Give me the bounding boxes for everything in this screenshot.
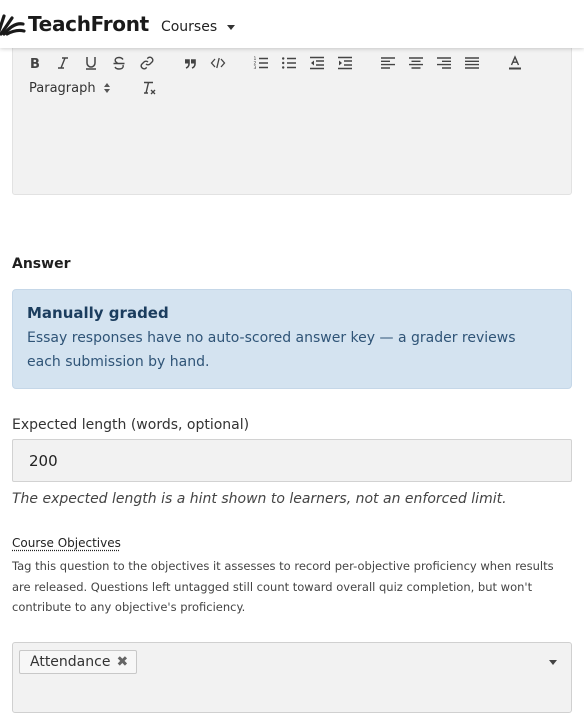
svg-text:2: 2 (253, 61, 257, 67)
brand-logo-icon (0, 12, 26, 36)
align-left-button[interactable] (378, 53, 398, 73)
course-objectives-help: Tag this question to the objectives it assesses to record per-objective proficiency when results are released. Questions left untagged still count toward overall quiz completion, but won't contribute to any objective's proficiency. (12, 559, 554, 614)
objective-chip-label: Attendance (30, 654, 111, 670)
select-arrows-icon (104, 83, 110, 93)
expected-length-label: Expected length (words, optional) (12, 417, 250, 433)
bold-button[interactable] (25, 53, 45, 73)
expected-length-hint: The expected length is a hint shown to learners, not an enforced limit. (12, 491, 507, 507)
brand-name: TeachFront (28, 12, 149, 36)
svg-text:B: B (30, 57, 40, 71)
top-navbar (0, 0, 584, 48)
underline-button[interactable] (81, 53, 101, 73)
paragraph-format-select[interactable] (29, 78, 110, 98)
clear-format-icon (141, 80, 157, 96)
align-center-icon (408, 55, 424, 71)
course-objectives-label[interactable]: Course Objectives (12, 536, 121, 550)
italic-icon (55, 55, 71, 71)
indent-icon (337, 55, 353, 71)
bold-icon (27, 55, 43, 71)
objectives-multiselect[interactable] (12, 642, 572, 713)
blockquote-button[interactable] (180, 53, 200, 73)
align-justify-icon (464, 55, 480, 71)
rich-text-editor[interactable] (12, 44, 572, 195)
link-button[interactable] (137, 53, 157, 73)
courses-dropdown-label: Courses (160, 19, 218, 35)
text-color-icon (507, 55, 523, 71)
caret-down-icon (227, 25, 235, 30)
ordered-list-button[interactable] (251, 53, 271, 73)
brand-logo[interactable] (0, 12, 149, 36)
outdent-button[interactable] (307, 53, 327, 73)
courses-dropdown[interactable] (161, 19, 235, 35)
remove-chip-icon[interactable]: ✖ (116, 654, 129, 670)
bullet-list-button[interactable] (279, 53, 299, 73)
underline-icon (83, 55, 99, 71)
align-center-button[interactable] (406, 53, 426, 73)
strikethrough-button[interactable] (109, 53, 129, 73)
svg-text:1: 1 (253, 57, 257, 62)
clear-format-button[interactable] (139, 78, 159, 98)
code-icon (210, 55, 226, 71)
align-right-icon (436, 55, 452, 71)
objective-chip (19, 650, 137, 674)
dropdown-arrow-icon[interactable] (549, 660, 557, 665)
notice-text: Essay responses have no auto-scored answer key — a grader reviews each submission by hand. (27, 330, 516, 370)
align-right-button[interactable] (434, 53, 454, 73)
answer-heading: Answer (12, 256, 71, 272)
ordered-list-icon (253, 55, 269, 71)
align-justify-button[interactable] (462, 53, 482, 73)
indent-button[interactable] (335, 53, 355, 73)
bullet-list-icon (281, 55, 297, 71)
link-icon (139, 55, 155, 71)
strikethrough-icon (111, 55, 127, 71)
expected-length-input[interactable] (12, 439, 572, 482)
code-button[interactable] (208, 53, 228, 73)
paragraph-format-label: Paragraph (29, 80, 96, 96)
italic-button[interactable] (53, 53, 73, 73)
svg-text:3: 3 (253, 66, 257, 71)
manual-grading-notice (12, 289, 572, 389)
quote-icon (182, 55, 198, 71)
text-color-button[interactable] (505, 53, 525, 73)
align-left-icon (380, 55, 396, 71)
notice-title: Manually graded (27, 304, 169, 322)
outdent-icon (309, 55, 325, 71)
